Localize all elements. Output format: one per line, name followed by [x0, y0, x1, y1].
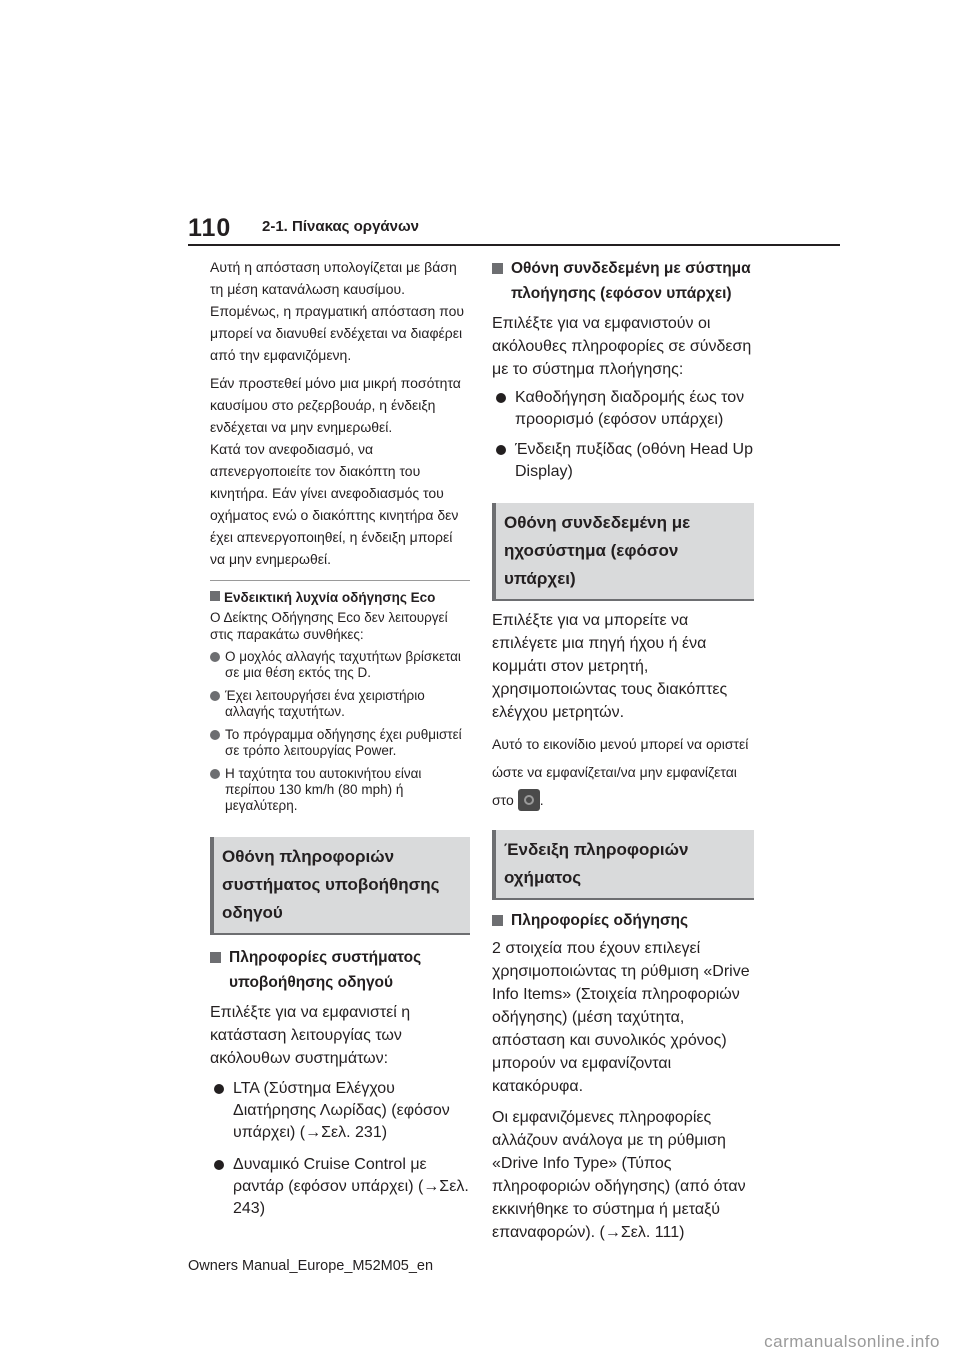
list-item: Καθοδήγηση διαδρομής έως τον προορισμό (εφόσον υπάρχει) [492, 387, 754, 431]
right-column [492, 256, 754, 1244]
eco-note-intro: Ο Δείκτης Οδήγησης Eco δεν λειτουργεί στις παρακάτω συνθήκες: [210, 610, 448, 642]
square-bullet-icon [210, 591, 220, 601]
footer-manual-id: Owners Manual_Europe_M52M05_en [188, 1258, 434, 1274]
list-item: Έχει λειτουργήσει ένα χειριστήριο αλλαγής ταχυτήτων. [210, 688, 470, 720]
driver-assist-box-title: Οθόνη πληροφοριών συστήματος υποβοήθησης οδηγού [210, 837, 470, 933]
navigation-body: Επιλέξτε για να εμφανιστούν οι ακόλουθες πληροφορίες σε σύνδεση με το σύστημα πλοήγησης: [492, 315, 752, 378]
list-item: Η ταχύτητα του αυτοκινήτου είναι περίπου 130 km/h (80 mph) ή μεγαλύτερη. [210, 766, 470, 814]
bullet-icon [214, 1084, 224, 1094]
section-title: 2-1. Πίνακας οργάνων [262, 218, 419, 235]
bullet-icon [210, 769, 220, 779]
audio-body: Επιλέξτε για να μπορείτε να επιλέγετε μια πηγή ήχου ή ένα κομμάτι στον μετρητή, χρησιμοποιώντας τους διακόπτες ελέγχου μετρητών. [492, 612, 728, 721]
range-paragraph: Αυτή η απόσταση υπολογίζεται με βάση τη μέση κατανάλωση καυσίμου. Επομένως, η πραγματική απόσταση που μπορεί να διανυθεί ενδέχεται να διαφέρει από την εμφανιζόμενη. [210, 259, 465, 363]
left-column [210, 256, 470, 1220]
bullet-icon [214, 1160, 224, 1170]
note-divider [210, 580, 470, 581]
square-bullet-icon [492, 263, 503, 274]
bullet-icon [496, 393, 506, 403]
drive-info-body: 2 στοιχεία που έχουν επιλεγεί χρησιμοποιώντας τη ρύθμιση «Drive Info Items» (Στοιχεία πληροφοριών οδήγησης) (μέση ταχύτητα, απόσταση και συνολικός χρόνος) μπορούν να εμφανίζονται κατακόρυφα. [492, 940, 750, 1095]
bullet-icon [496, 445, 506, 455]
bullet-icon [210, 652, 220, 662]
audio-box-title: Οθόνη συνδεδεμένη με ηχοσύστημα (εφόσον υπάρχει) [492, 503, 754, 599]
list-item: Ένδειξη πυξίδας (οθόνη Head Up Display) [492, 439, 754, 483]
header-rule [188, 244, 840, 246]
list-item: Δυναμικό Cruise Control με ραντάρ (εφόσον υπάρχει) (→Σελ. 243) [210, 1154, 470, 1220]
square-bullet-icon [210, 952, 221, 963]
refuel-engine-paragraph: Κατά τον ανεφοδιασμό, να απενεργοποιείτε τον διακόπτη του κινητήρα. Εάν γίνει ανεφοδιασμός του οχήματος ενώ ο διακόπτης κινητήρα δεν έχει απενεργοποιηθεί, η ένδειξη μπορεί να μην ενημερωθεί. [210, 441, 459, 567]
driver-assist-body: Επιλέξτε για να εμφανιστεί η κατάσταση λειτουργίας των ακόλουθων συστημάτων: [210, 1004, 411, 1067]
list-item: LTA (Σύστημα Ελέγχου Διατήρησης Λωρίδας) (εφόσον υπάρχει) (→Σελ. 231) [210, 1078, 470, 1144]
square-bullet-icon [492, 915, 503, 926]
eco-note-heading: Ενδεικτική λυχνία οδήγησης Eco [210, 589, 470, 607]
bullet-icon [210, 730, 220, 740]
watermark: carmanualsonline.info [764, 1332, 940, 1351]
navigation-subheading: Οθόνη συνδεδεμένη με σύστημα πλοήγησης (εφόσον υπάρχει) [492, 256, 754, 306]
page-number: 110 [188, 214, 232, 242]
list-item: Το πρόγραμμα οδήγησης έχει ρυθμιστεί σε τρόπο λειτουργίας Power. [210, 727, 470, 759]
vehicle-info-box-title: Ένδειξη πληροφοριών οχήματος [492, 830, 754, 898]
drive-info-type-body: Οι εμφανιζόμενες πληροφορίες αλλάζουν ανάλογα με τη ρύθμιση «Drive Info Type» (Τύπος πληροφοριών οδήγησης) (από όταν εκκινήθηκε το σύστημα ή μεταξύ επαναφορών). (→Σελ. 111) [492, 1109, 746, 1241]
menu-icon-note: Αυτό το εικονίδιο μενού μπορεί να οριστεί ώστε να εμφανίζεται/να μην εμφανίζεται στο . [492, 730, 754, 814]
list-item: Ο μοχλός αλλαγής ταχυτήτων βρίσκεται σε μια θέση εκτός της D. [210, 649, 470, 681]
driver-assist-subheading: Πληροφορίες συστήματος υποβοήθησης οδηγού [210, 945, 470, 995]
gear-icon [518, 789, 540, 811]
drive-info-subheading: Πληροφορίες οδήγησης [492, 908, 754, 933]
bullet-icon [210, 691, 220, 701]
refuel-small-paragraph: Εάν προστεθεί μόνο μια μικρή ποσότητα καυσίμου στο ρεζερβουάρ, η ένδειξη ενδέχεται να μην ενημερωθεί. [210, 375, 461, 435]
